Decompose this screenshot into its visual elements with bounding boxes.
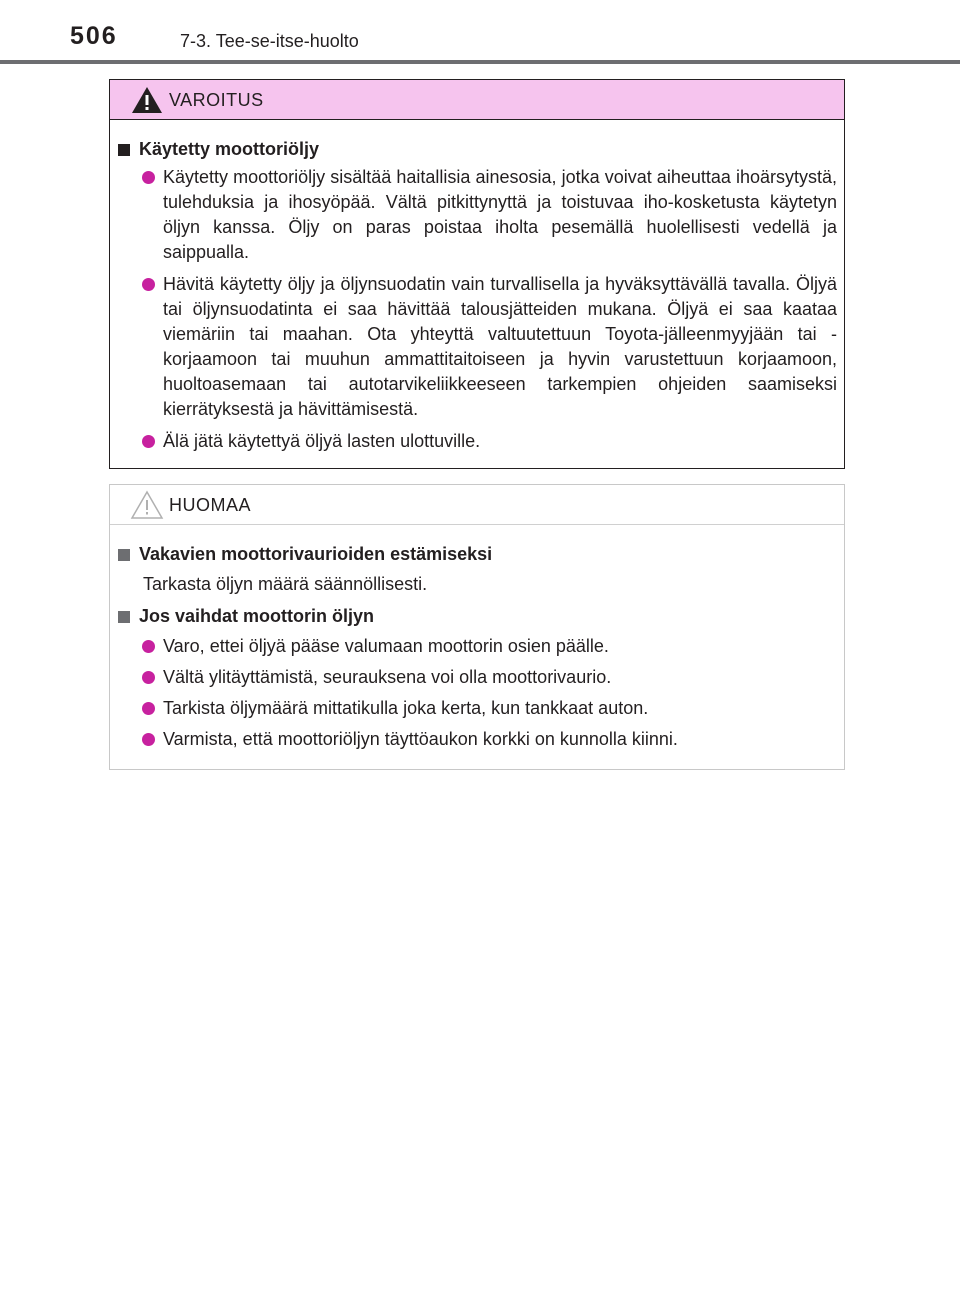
round-bullet-icon (142, 171, 155, 184)
notice-paragraph: Tarkasta öljyn määrä säännöllisesti. (143, 574, 428, 594)
notice-bullet-text: Varo, ettei öljyä pääse valumaan moottorin osien päälle. (163, 636, 609, 656)
caution-triangle-icon (130, 490, 164, 520)
round-bullet-icon (142, 733, 155, 746)
square-bullet-icon (118, 144, 130, 156)
warning-bullet-text: Älä jätä käytettyä öljyä lasten ulottuville. (163, 431, 481, 451)
notice-header (110, 485, 844, 525)
notice-bullet-text: Vältä ylitäyttämistä, seurauksena voi olla moottorivaurio. (163, 667, 612, 687)
warning-heading-text: Käytetty moottoriöljy (139, 139, 320, 159)
warning-bullet (118, 429, 837, 454)
round-bullet-icon (142, 671, 155, 684)
notice-bullet (118, 634, 837, 659)
section-title: 7-3. Tee-se-itse-huolto (180, 31, 359, 51)
notice-heading-text: Vakavien moottorivaurioiden estämiseksi (139, 544, 493, 564)
header-rule (0, 60, 960, 64)
warning-bullet (118, 165, 837, 265)
round-bullet-icon (142, 702, 155, 715)
notice-bullet (118, 696, 837, 721)
warning-bullet-text: Käytetty moottoriöljy sisältää haitallisia ainesosia, jotka voivat aiheuttaa ihoärsytystä, tulehduksia ja ihosyöpää. Vältä pitkittynyttä ja toistuvaa iho-kosketusta käytetyn öljyn kanssa. Öljy on paras poistaa iholta pesemällä huolellisesti vedellä ja saippualla. (163, 167, 837, 262)
notice-box (109, 484, 845, 770)
warning-heading (118, 136, 837, 163)
warning-bullet-text: Hävitä käytetty öljy ja öljynsuodatin vain turvallisella ja hyväksyttävällä tavalla. Öljyä tai öljynsuodatinta ei saa hävittää talousjätteiden mukana. Öljyä ei saa kaataa viemäriin tai maahan. Ota yhteyttä valtuutettuun Toyota-jälleenmyyjään tai -korjaamoon tai muuhun ammattitaitoiseen ja hyvin varustettuun korjaamoon, huoltoasemaan tai autotarvikeliikkeeseen tarkempien ohjeiden saamiseksi kierrätyksestä ja hävittämisestä. (163, 274, 837, 419)
page-header (0, 0, 960, 64)
square-bullet-icon (118, 549, 130, 561)
warning-box (109, 79, 845, 469)
notice-heading-text: Jos vaihdat moottorin öljyn (139, 606, 375, 626)
round-bullet-icon (142, 435, 155, 448)
notice-bullet (118, 665, 837, 690)
round-bullet-icon (142, 640, 155, 653)
round-bullet-icon (142, 278, 155, 291)
warning-bullet (118, 272, 837, 422)
notice-heading (118, 541, 837, 568)
notice-bullet-text: Varmista, että moottoriöljyn täyttöaukon korkki on kunnolla kiinni. (163, 729, 678, 749)
notice-bullet-text: Tarkista öljymäärä mittatikulla joka kerta, kun tankkaat auton. (163, 698, 649, 718)
notice-bullet (118, 727, 837, 752)
page-number: 506 (70, 22, 118, 50)
notice-title: HUOMAA (169, 495, 252, 515)
notice-heading (118, 603, 837, 630)
warning-title: VAROITUS (169, 90, 264, 110)
warning-header (110, 80, 844, 120)
square-bullet-icon (118, 611, 130, 623)
warning-triangle-icon (130, 85, 164, 115)
